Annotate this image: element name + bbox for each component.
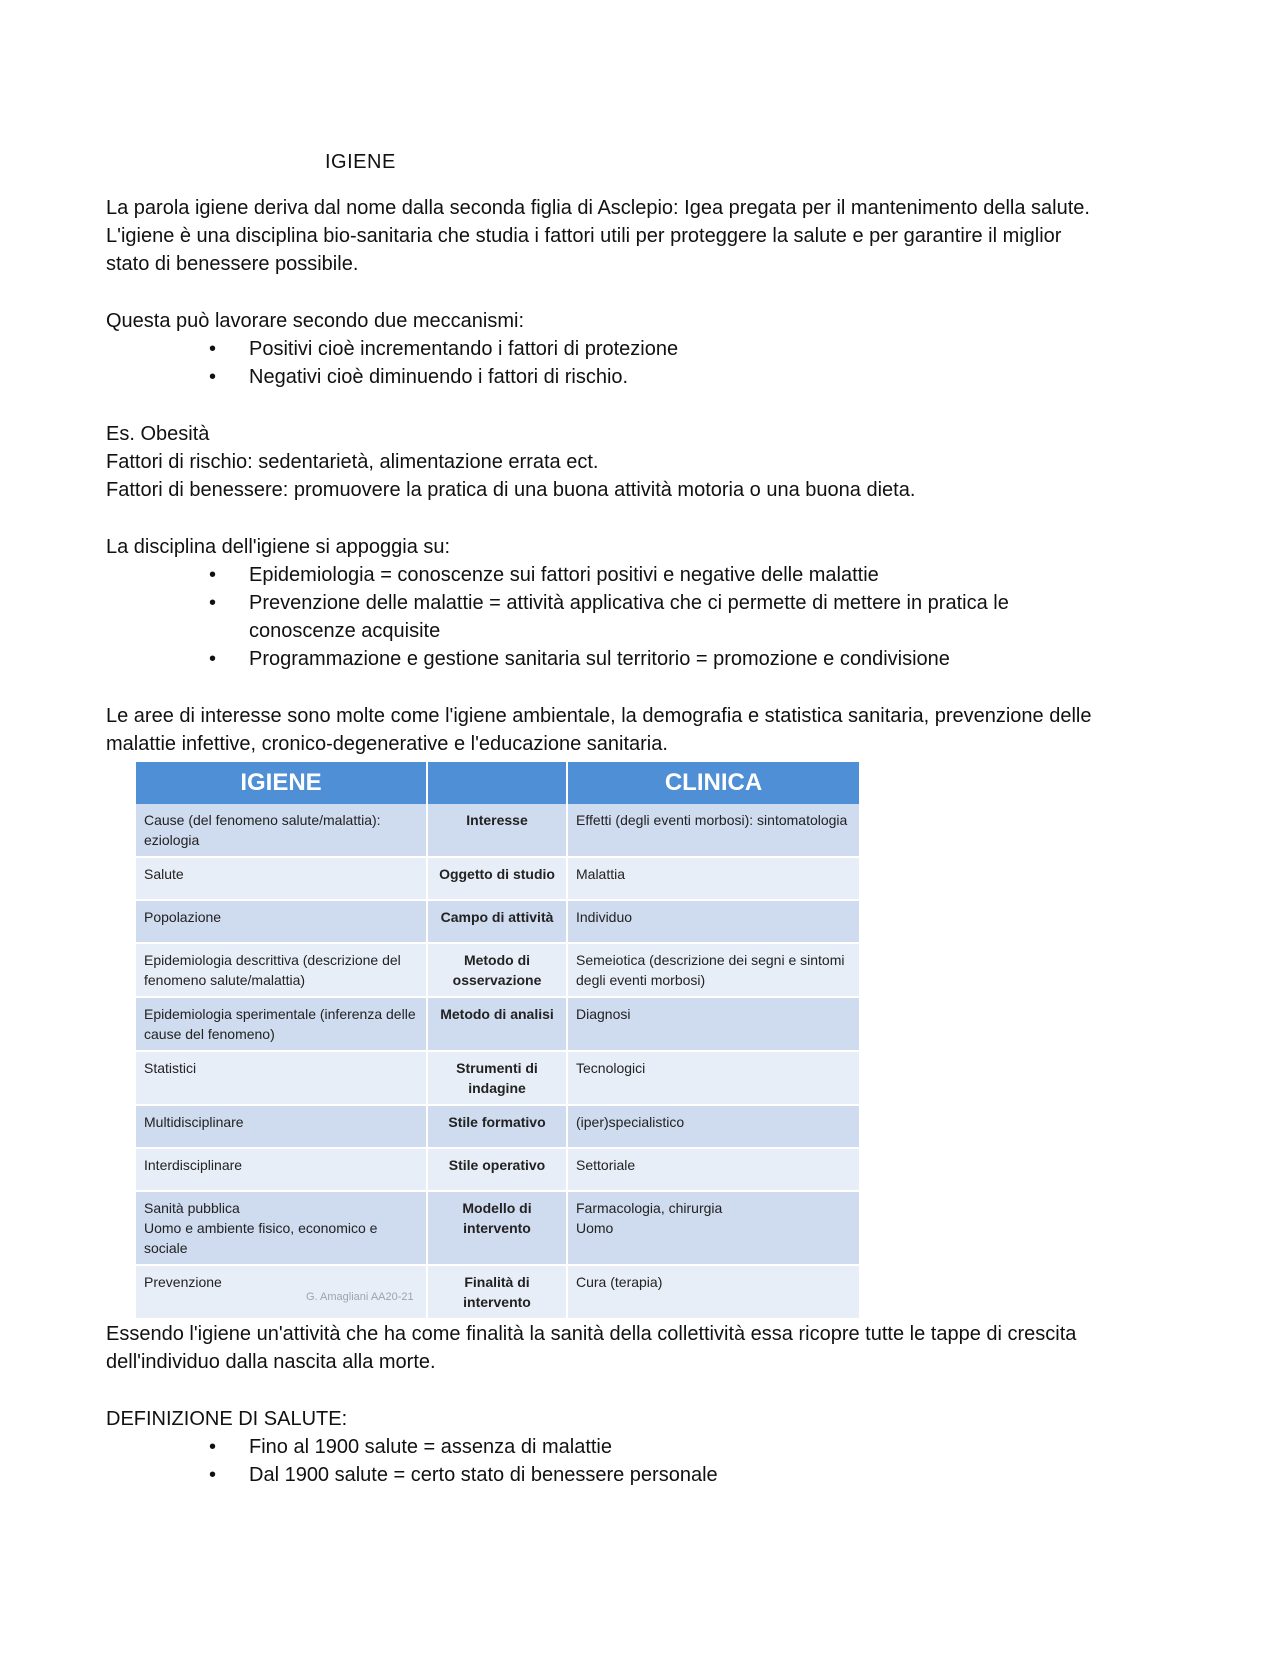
header-igiene: IGIENE (136, 762, 427, 804)
cell-igiene: Statistici (136, 1051, 427, 1105)
cell-aspect: Finalità di intervento (427, 1265, 567, 1319)
list-item (106, 363, 1196, 391)
cell-aspect: Metodo di analisi (427, 997, 567, 1051)
list-item-text: Positivi cioè incrementando i fattori di protezione (249, 338, 679, 360)
table-row (136, 943, 860, 997)
list-item-text: Negativi cioè diminuendo i fattori di rischio. (249, 366, 629, 388)
table-row (136, 804, 860, 857)
cell-aspect: Interesse (427, 804, 567, 857)
bullet-icon: • (209, 564, 217, 586)
definition-list (106, 1433, 1196, 1489)
discipline-list (106, 561, 1196, 673)
list-item (106, 561, 1196, 589)
cell-clinica: Tecnologici (567, 1051, 860, 1105)
intro-paragraph (106, 194, 1196, 278)
cell-clinica: Effetti (degli eventi morbosi): sintomatologia (567, 804, 860, 857)
page-title: IGIENE (325, 151, 396, 173)
list-item-text: Prevenzione delle malattie = attività applicativa che ci permette di mettere in pratica le conoscenze acquisite (249, 592, 1009, 642)
list-item (106, 1433, 1196, 1461)
cell-aspect: Campo di attività (427, 900, 567, 943)
intro-line: La parola igiene deriva dal nome dalla seconda figlia di Asclepio: Igea pregata per il mantenimento della salute. (106, 197, 1090, 219)
comparison-table-figure (136, 762, 860, 1310)
cell-igiene: Popolazione (136, 900, 427, 943)
mechanisms-section (106, 307, 1196, 391)
example-section (106, 420, 1196, 504)
intro-line: stato di benessere possibile. (106, 253, 359, 275)
table-row (136, 857, 860, 900)
discipline-heading: La disciplina dell'igiene si appoggia su: (106, 536, 451, 558)
list-item-text: Fino al 1900 salute = assenza di malattie (249, 1436, 612, 1458)
cell-clinica: Malattia (567, 857, 860, 900)
cell-clinica: Individuo (567, 900, 860, 943)
cell-igiene: Sanità pubblica Uomo e ambiente fisico, economico e sociale (136, 1191, 427, 1265)
cell-igiene: Salute (136, 857, 427, 900)
table-row (136, 1148, 860, 1191)
cell-igiene: Epidemiologia descrittiva (descrizione del fenomeno salute/malattia) (136, 943, 427, 997)
table-row (136, 1105, 860, 1148)
cell-aspect: Metodo di osservazione (427, 943, 567, 997)
definition-section (106, 1405, 1196, 1489)
mechanisms-heading: Questa può lavorare secondo due meccanismi: (106, 310, 525, 332)
bullet-icon: • (209, 1464, 217, 1486)
table-header-row (136, 762, 860, 804)
cell-aspect: Strumenti di indagine (427, 1051, 567, 1105)
areas-paragraph (106, 702, 1196, 758)
list-item (106, 589, 1196, 645)
list-item (106, 335, 1196, 363)
comparison-table (136, 762, 861, 1320)
list-item-text: Epidemiologia = conoscenze sui fattori positivi e negative delle malattie (249, 564, 879, 586)
cell-clinica: Diagnosi (567, 997, 860, 1051)
cell-igiene: Prevenzione (136, 1265, 427, 1319)
bullet-icon: • (209, 1436, 217, 1458)
cell-igiene: Multidisciplinare (136, 1105, 427, 1148)
conclusion-paragraph (106, 1320, 1196, 1376)
cell-aspect: Oggetto di studio (427, 857, 567, 900)
table-row (136, 1051, 860, 1105)
areas-line: Le aree di interesse sono molte come l'igiene ambientale, la demografia e statistica sanitaria, prevenzione delle (106, 705, 1092, 727)
cell-aspect: Stile operativo (427, 1148, 567, 1191)
cell-igiene: Interdisciplinare (136, 1148, 427, 1191)
cell-aspect: Modello di intervento (427, 1191, 567, 1265)
mechanisms-list (106, 335, 1196, 391)
example-wellbeing: Fattori di benessere: promuovere la pratica di una buona attività motoria o una buona dieta. (106, 479, 916, 501)
example-label: Es. Obesità (106, 423, 210, 445)
cell-igiene: Cause (del fenomeno salute/malattia): eziologia (136, 804, 427, 857)
bullet-icon: • (209, 592, 217, 614)
table-row (136, 1191, 860, 1265)
bullet-icon: • (209, 338, 217, 360)
table-row (136, 900, 860, 943)
areas-line: malattie infettive, cronico-degenerative e l'educazione sanitaria. (106, 733, 668, 755)
intro-line: L'igiene è una disciplina bio-sanitaria che studia i fattori utili per proteggere la salute e per garantire il miglior (106, 225, 1062, 247)
cell-clinica: Settoriale (567, 1148, 860, 1191)
conclusion-line: Essendo l'igiene un'attività che ha come finalità la sanità della collettività essa ricopre tutte le tappe di crescita (106, 1323, 1077, 1345)
table-credit: G. Amagliani AA20-21 (306, 1291, 414, 1303)
cell-igiene: Epidemiologia sperimentale (inferenza delle cause del fenomeno) (136, 997, 427, 1051)
cell-clinica: Semeiotica (descrizione dei segni e sintomi degli eventi morbosi) (567, 943, 860, 997)
definition-heading: DEFINIZIONE DI SALUTE: (106, 1408, 348, 1430)
list-item-text: Dal 1900 salute = certo stato di benessere personale (249, 1464, 718, 1486)
bullet-icon: • (209, 648, 217, 670)
table-row (136, 1265, 860, 1319)
list-item (106, 1461, 1196, 1489)
header-middle (427, 762, 567, 804)
conclusion-line: dell'individuo dalla nascita alla morte. (106, 1351, 436, 1373)
cell-aspect: Stile formativo (427, 1105, 567, 1148)
bullet-icon: • (209, 366, 217, 388)
table-row (136, 997, 860, 1051)
example-risk: Fattori di rischio: sedentarietà, alimentazione errata ect. (106, 451, 599, 473)
discipline-section (106, 533, 1196, 673)
header-clinica: CLINICA (567, 762, 860, 804)
cell-clinica: (iper)specialistico (567, 1105, 860, 1148)
cell-clinica: Cura (terapia) (567, 1265, 860, 1319)
list-item-text: Programmazione e gestione sanitaria sul territorio = promozione e condivisione (249, 648, 950, 670)
list-item (106, 645, 1196, 673)
cell-clinica: Farmacologia, chirurgia Uomo (567, 1191, 860, 1265)
